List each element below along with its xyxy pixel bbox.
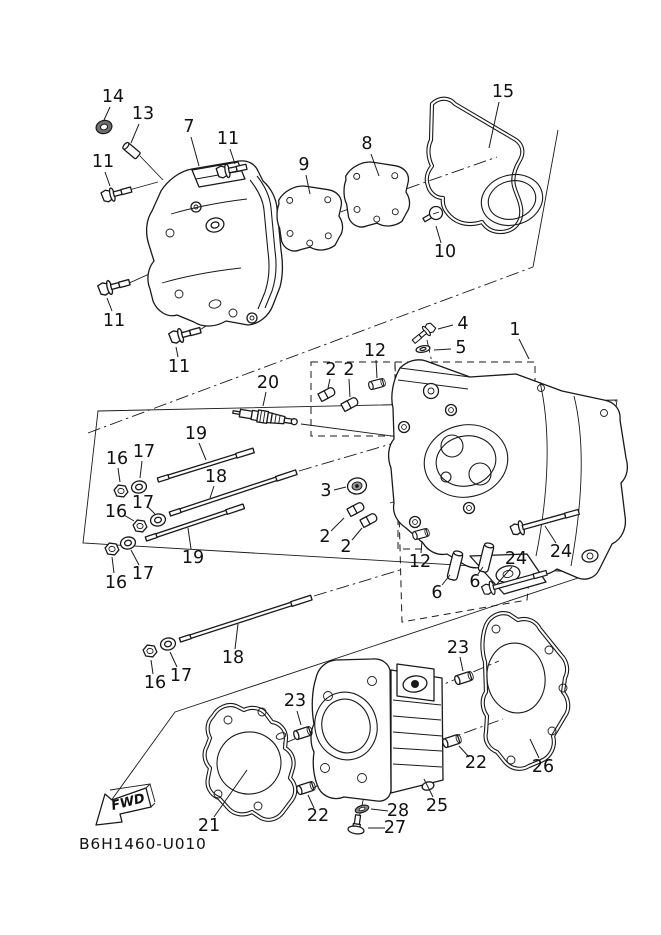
leader-line (112, 557, 114, 573)
leader-line (349, 379, 350, 397)
screw-part-10 (423, 207, 443, 222)
part-callout-4: 4 (457, 314, 469, 334)
part-callout-10: 10 (433, 242, 457, 262)
part-callout-12: 12 (363, 341, 387, 361)
leader-line (434, 349, 451, 350)
leader-line (376, 360, 377, 378)
part-callout-24: 24 (504, 549, 528, 569)
washer-part-17 (119, 536, 136, 551)
cover-bolt-part-11 (100, 183, 132, 204)
part-callout-13: 13 (131, 104, 155, 124)
part-callout-1: 1 (509, 320, 521, 340)
leader-line (297, 711, 301, 725)
fwd-label: FWD (109, 791, 147, 814)
part-callout-8: 8 (361, 134, 373, 154)
leader-line (235, 624, 238, 649)
part-callout-6: 6 (469, 572, 481, 592)
nut-part-16 (132, 520, 147, 533)
part-callout-16: 16 (143, 673, 167, 693)
part-callout-7: 7 (183, 117, 195, 137)
part-callout-18: 18 (204, 467, 228, 487)
part-callout-2: 2 (325, 360, 337, 380)
leader-line (530, 739, 539, 758)
part-callout-12: 12 (408, 552, 432, 572)
part-callout-21: 21 (197, 816, 221, 836)
part-callout-17: 17 (131, 564, 155, 584)
spark-plug-part-20 (232, 406, 298, 428)
part-callout-16: 16 (104, 573, 128, 593)
leader-line (263, 392, 266, 406)
part-callout-19: 19 (181, 548, 205, 568)
cylinder-head-cover-part-7 (147, 161, 283, 326)
part-callout-2: 2 (340, 537, 352, 557)
leader-line (140, 461, 142, 478)
part-callout-9: 9 (298, 155, 310, 175)
leader-line (328, 379, 330, 388)
dowel-part-23 (293, 726, 313, 740)
leader-line (210, 486, 214, 498)
plug-part-2 (341, 397, 359, 412)
part-callout-16: 16 (104, 502, 128, 522)
cover-bolt-part-11 (97, 275, 131, 297)
cylinder-gasket-part-26 (482, 613, 568, 769)
leader-line (105, 172, 110, 186)
nut-part-16 (142, 645, 157, 658)
cylinder-part-25 (308, 659, 443, 801)
leader-line (199, 443, 206, 460)
part-callout-28: 28 (386, 801, 410, 821)
part-callout-14: 14 (101, 87, 125, 107)
head-cover-gasket-part-15 (427, 99, 549, 232)
part-callout-11: 11 (167, 357, 191, 377)
part-callout-17: 17 (169, 666, 193, 686)
stud-part-18 (179, 595, 312, 642)
leader-line (131, 550, 139, 565)
washer-part-17 (149, 513, 166, 528)
part-callout-11: 11 (102, 311, 126, 331)
plug-part-2 (360, 513, 378, 528)
part-callout-22: 22 (306, 806, 330, 826)
leader-line (104, 107, 110, 120)
plug-part-2 (347, 502, 365, 517)
part-callout-23: 23 (283, 691, 307, 711)
part-callout-3: 3 (320, 481, 332, 501)
washer-part-17 (159, 637, 176, 652)
leader-line (460, 657, 463, 671)
cylinder-head-gasket-part-21 (205, 705, 296, 820)
part-callout-20: 20 (256, 373, 280, 393)
cover-bolt-part-11 (168, 323, 202, 345)
part-callout-18: 18 (221, 648, 245, 668)
leader-line (151, 660, 153, 674)
leader-line (519, 339, 529, 359)
head-bolt-part-4 (410, 321, 437, 346)
leader-line (442, 575, 450, 585)
part-callout-11: 11 (91, 152, 115, 172)
part-callout-27: 27 (383, 818, 407, 838)
part-callout-23: 23 (446, 638, 470, 658)
part-callout-17: 17 (132, 442, 156, 462)
washer-part-28 (354, 804, 369, 815)
leader-line (371, 809, 388, 811)
part-callout-11: 11 (216, 129, 240, 149)
leader-line (331, 518, 344, 531)
leader-line (334, 487, 346, 490)
leader-line (131, 124, 139, 143)
diagram-code: B6H1460-U010 (79, 835, 207, 853)
part-callout-17: 17 (131, 493, 155, 513)
leader-line (191, 137, 199, 166)
nut-part-16 (113, 485, 128, 498)
dowel-part-12 (368, 378, 386, 390)
leader-line (170, 652, 177, 667)
leader-line (118, 468, 120, 482)
plug-part-2 (318, 387, 336, 402)
leader-line (188, 528, 191, 549)
leader-line (438, 325, 453, 329)
leader-line (436, 226, 441, 243)
part-callout-19: 19 (184, 424, 208, 444)
part-callout-2: 2 (319, 527, 331, 547)
leader-line (352, 528, 362, 540)
screw-part-27 (348, 814, 366, 835)
leader-line (107, 298, 112, 311)
dowel-pin-part-13 (122, 142, 141, 160)
dowel-part-23 (454, 671, 474, 685)
washer-part-5 (416, 345, 431, 354)
dowel-part-22 (296, 781, 316, 795)
part-callout-26: 26 (531, 757, 555, 777)
leader-line (176, 347, 178, 357)
cap-part-3 (346, 476, 367, 495)
part-callout-15: 15 (491, 82, 515, 102)
grommet-washer-part-14 (95, 119, 114, 136)
part-callout-2: 2 (343, 360, 355, 380)
part-callout-24: 24 (549, 542, 573, 562)
fwd-arrow (96, 784, 155, 825)
part-callout-6: 6 (431, 583, 443, 603)
part-callout-5: 5 (455, 338, 467, 358)
part-callout-16: 16 (105, 449, 129, 469)
part-callout-25: 25 (425, 796, 449, 816)
part-callout-22: 22 (464, 753, 488, 773)
